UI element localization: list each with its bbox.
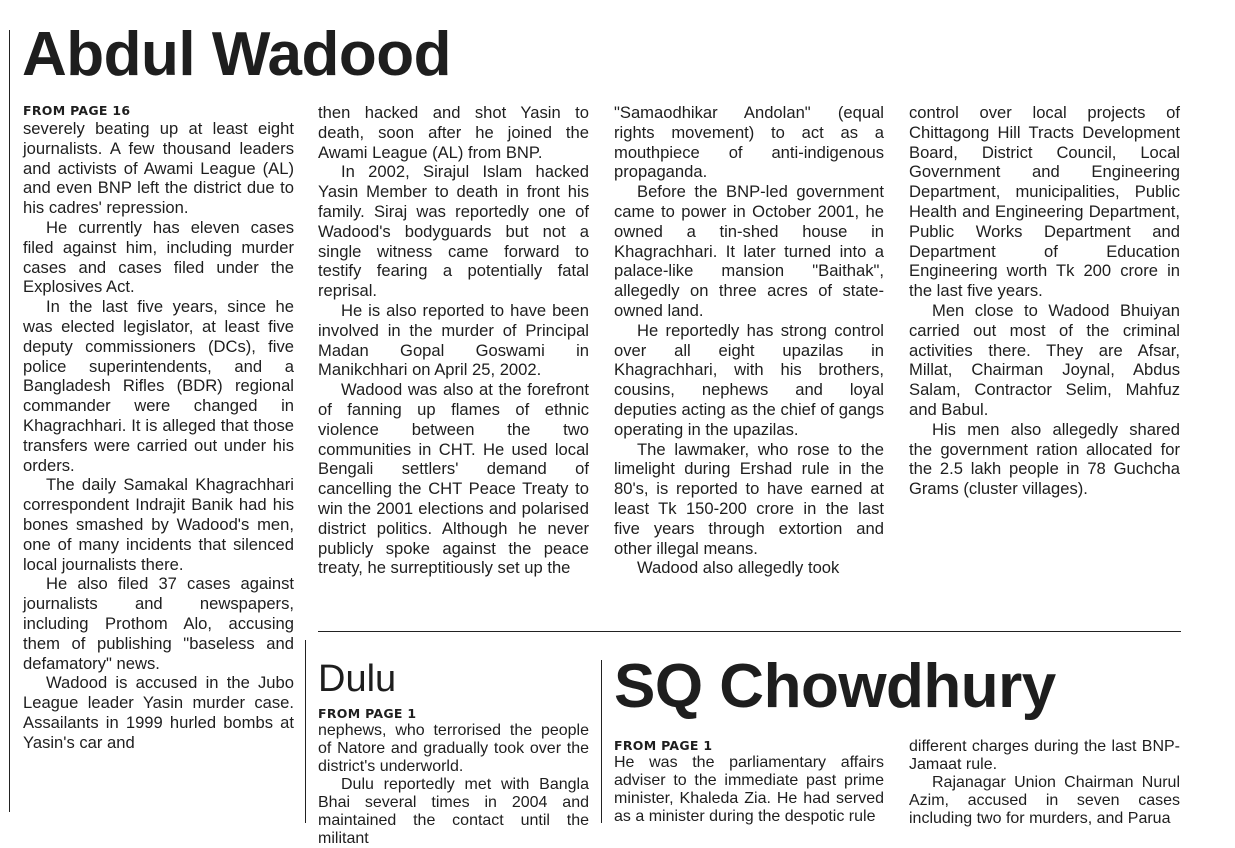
sq-headline: SQ Chowdhury [614,652,1056,721]
sq-c2-p1: different charges during the last BNP-Jamaat rule. [909,738,1180,773]
wadood-c3-p5: Wadood also allegedly took [637,558,840,578]
dulu-p2: Dulu reportedly met with Bangla Bhai several times in 2004 and maintained the contact until the militant [318,776,589,847]
wadood-column-1 [23,103,294,803]
wadood-c1-p1: severely beating up at least eight journalists. A few thousand leaders and activists of Awami League (AL) and even BNP left the district due to his cadres' repression. [23,119,294,218]
sq-jump-label: FROM PAGE 1 [614,738,713,753]
wadood-headline: Abdul Wadood [22,20,452,89]
wadood-c4-p1: control over local projects of Chittagong Hill Tracts Development Board, District Council, Local Government and Engineering Department, municipalities, Public Health and Engineering Department, Public Works Department and Department of Education Engineering worth Tk 200 crore in the last five years. [909,103,1180,301]
wadood-c1-p3: In the last five years, since he was elected legislator, at least five deputy commissioners (DCs), five police superintendents, and a Bangladesh Rifles (BDR) regional commander were changed in Khagrachhari. It is alleged that those transfers were carried out under his orders. [23,297,294,475]
wadood-c1-p6: Wadood is accused in the Jubo League leader Yasin murder case. Assailants in 1999 hurled bombs at Yasin's car and [23,673,294,752]
left-margin-rule [9,30,10,812]
wadood-c2-p1: then hacked and shot Yasin to death, soon after he joined the Awami League (AL) from BNP. [318,103,589,162]
dulu-jump-label: FROM PAGE 1 [318,706,417,721]
wadood-c4-p3: His men also allegedly shared the government ration allocated for the 2.5 lakh people in 78 Guchcha Grams (cluster villages). [909,419,1180,499]
wadood-c1-p2: He currently has eleven cases filed against him, including murder cases and cases filed under the Explosives Act. [23,217,294,297]
story-separator-rule [318,631,1181,632]
sq-column-1 [614,738,884,823]
sq-column-2 [909,738,1180,827]
wadood-c1-p5: He also filed 37 cases against journalists and newspapers, including Prothom Alo, accusing them of publishing "baseless and defamatory" news. [23,574,294,673]
wadood-c3-p3: He reportedly has strong control over all eight upazilas in Khagrachhari, with his brothers, cousins, nephews and loyal deputies acting as the chief of gangs operating in the upazilas. [614,320,884,439]
dulu-headline: Dulu [318,658,397,700]
dulu-column [318,706,589,847]
sq-c1-p1: He was the parliamentary affairs adviser to the immediate past prime minister, Khaleda Zia. He had served as a minister during the despotic rule [614,754,884,825]
wadood-column-2 [318,103,589,603]
wadood-c3-p1: "Samaodhikar Andolan" (equal rights movement) to act as a mouthpiece of anti-indigenous propaganda. [614,103,884,182]
column-rule-middle [601,660,602,823]
wadood-c4-p2: Men close to Wadood Bhuiyan carried out most of the criminal activities there. They are Afsar, Millat, Chairman Joynal, Abdus Salam, Contractor Selim, Mahfuz and Babul. [909,300,1180,419]
dulu-p1: nephews, who terrorised the people of Natore and gradually took over the district's underworld. [318,722,589,775]
wadood-c1-p4: The daily Samakal Khagrachhari correspondent Indrajit Banik had his bones smashed by Wadood's men, one of many incidents that silenced local journalists there. [23,475,294,574]
wadood-jump-label: FROM PAGE 16 [23,103,131,118]
wadood-c3-p4: The lawmaker, who rose to the limelight during Ershad rule in the 80's, is reported to have earned at least Tk 150-200 crore in the last five years through extortion and other illegal means. [614,439,884,558]
wadood-column-3 [614,103,884,603]
wadood-c2-p4: Wadood was also at the forefront of fanning up flames of ethnic violence between the two communities in CHT. He used local Bengali settlers' demand of cancelling the CHT Peace Treaty to win the 2001 elections and polarised district politics. Although he never publicly spoke against the peace treaty, he surreptitiously set up the [318,380,589,578]
wadood-c3-p2: Before the BNP-led government came to power in October 2001, he owned a tin-shed house in Khagrachhari. It later turned into a palace-like mansion "Baithak", allegedly on three acres of state-owned land. [614,182,884,320]
column-rule-left [305,640,306,823]
sq-c2-p2: Rajanagar Union Chairman Nurul Azim, accused in seven cases including two for murders, and Parua [909,774,1180,827]
wadood-column-4 [909,103,1180,553]
wadood-c2-p3: He is also reported to have been involved in the murder of Principal Madan Gopal Goswami in Manikchhari on April 25, 2002. [318,300,589,380]
wadood-c2-p2: In 2002, Sirajul Islam hacked Yasin Member to death in front his family. Siraj was reportedly one of Wadood's bodyguards but not a single witness came forward to testify fearing a potentially fatal reprisal. [318,162,589,301]
